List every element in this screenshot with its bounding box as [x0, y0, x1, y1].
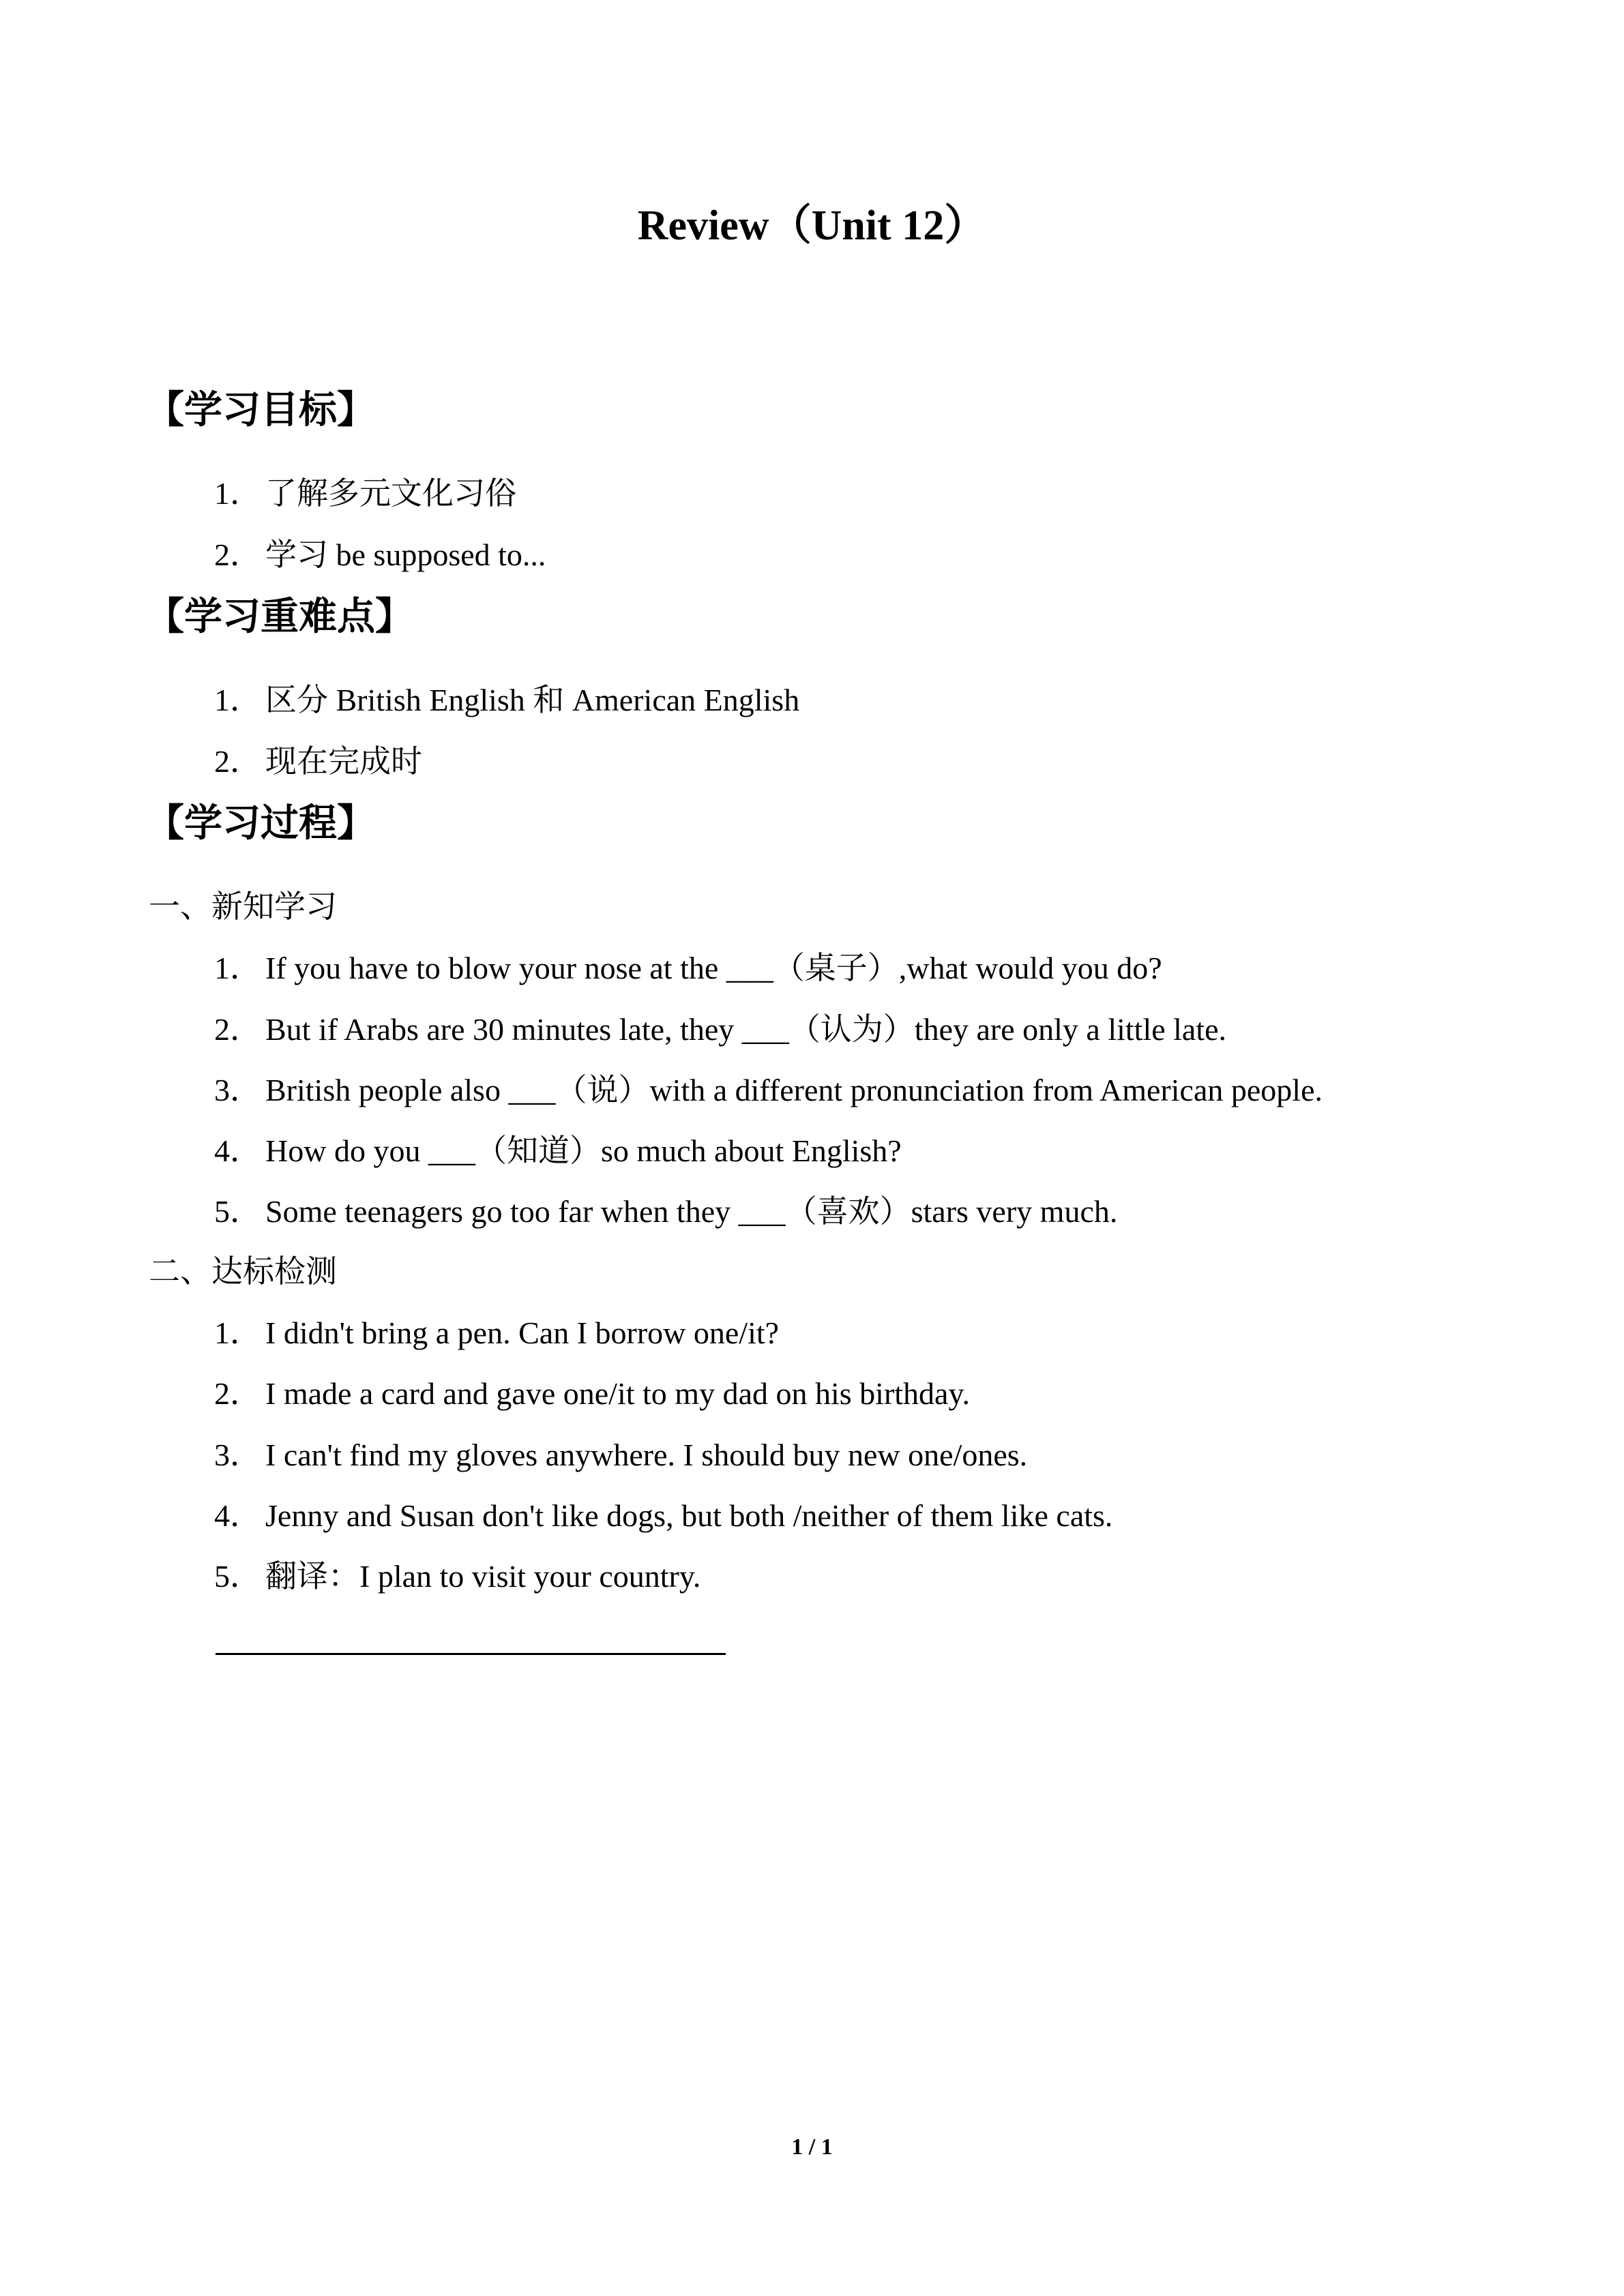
item-number: 1．: [214, 951, 261, 985]
item-number: 5．: [214, 1194, 261, 1229]
item-text: 学习 be supposed to...: [265, 537, 546, 572]
item-number: 2．: [214, 1012, 261, 1047]
exercise-item: [214, 1135, 902, 1167]
item-text: I can't find my gloves anywhere. I should buy new one/ones.: [265, 1437, 1028, 1472]
sub-heading-new-knowledge: 一、新知学习: [149, 889, 337, 924]
exercise-item: [214, 1378, 970, 1410]
item-text: I didn't bring a pen. Can I borrow one/it?: [265, 1315, 780, 1350]
exercise-item: [214, 953, 1162, 984]
item-text: If you have to blow your nose at the ___（桌子）,what would you do?: [265, 951, 1162, 985]
objective-item: [214, 539, 546, 571]
item-text: 区分 British English 和 American English: [265, 683, 800, 717]
key-point-item: [214, 746, 422, 777]
item-number: 3．: [214, 1437, 261, 1472]
item-text: Jenny and Susan don't like dogs, but both /neither of them like cats.: [265, 1498, 1113, 1533]
item-text: 翻译：I plan to visit your country.: [265, 1559, 701, 1594]
item-text: British people also ___（说）with a different pronunciation from American people.: [265, 1073, 1323, 1107]
page-number: 1 / 1: [791, 2134, 833, 2160]
item-text: I made a card and gave one/it to my dad on his birthday.: [265, 1376, 970, 1411]
item-number: 1．: [214, 683, 261, 717]
objective-item: [214, 478, 516, 509]
item-number: 1．: [214, 1315, 261, 1350]
key-point-item: [214, 685, 799, 716]
item-text: 现在完成时: [265, 744, 422, 779]
exercise-item: [214, 1317, 779, 1349]
exercise-item: [214, 1196, 1117, 1227]
sub-heading-assessment: 二、达标检测: [149, 1254, 337, 1289]
item-number: 4．: [214, 1133, 261, 1168]
exercise-item: [214, 1500, 1112, 1532]
translation-answer-line: [216, 1653, 726, 1655]
item-number: 2．: [214, 1376, 261, 1411]
item-number: 2．: [214, 537, 261, 572]
exercise-item: [214, 1561, 700, 1592]
exercise-item: [214, 1437, 1028, 1472]
item-text: How do you ___（知道）so much about English?: [265, 1133, 902, 1168]
item-number: 2．: [214, 744, 261, 779]
section-heading-objectives: 【学习目标】: [146, 388, 375, 432]
document-title: Review（Unit 12）: [637, 203, 987, 249]
exercise-item: [214, 1075, 1323, 1106]
item-text: But if Arabs are 30 minutes late, they ___（认为）they are only a little late.: [265, 1012, 1227, 1047]
section-heading-key-points: 【学习重难点】: [146, 595, 413, 639]
item-number: 4．: [214, 1498, 261, 1533]
item-number: 1．: [214, 476, 261, 511]
item-text: 了解多元文化习俗: [265, 476, 516, 511]
exercise-item: [214, 1014, 1226, 1045]
section-heading-process: 【学习过程】: [146, 801, 375, 846]
item-number: 5．: [214, 1559, 261, 1594]
item-number: 3．: [214, 1073, 261, 1107]
item-text: Some teenagers go too far when they ___（喜欢）stars very much.: [265, 1194, 1118, 1229]
